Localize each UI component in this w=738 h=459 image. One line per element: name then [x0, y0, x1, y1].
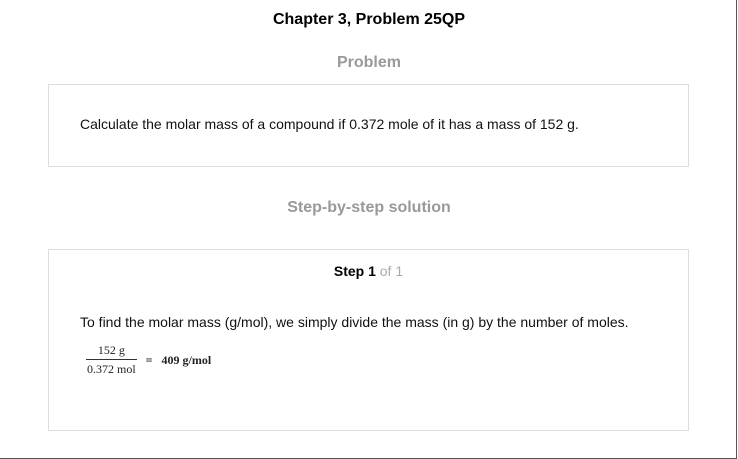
step-indicator [49, 263, 688, 279]
problem-statement: Calculate the molar mass of a compound if 0.372 mole of it has a mass of 152 g. [80, 116, 579, 132]
step-explanation: To find the molar mass (g/mol), we simply divide the mass (in g) by the number of moles. [80, 314, 629, 330]
equals-sign: = [145, 352, 153, 367]
fraction-denominator: 0.372 mol [87, 362, 136, 376]
fraction-numerator: 152 g [86, 343, 137, 360]
solution-heading: Step-by-step solution [287, 199, 451, 216]
step-number: Step 1 [333, 263, 376, 279]
problem-card [48, 84, 689, 167]
step-total: of 1 [379, 263, 404, 279]
molar-mass-equation [86, 343, 211, 377]
problem-heading: Problem [336, 54, 401, 71]
fraction [86, 343, 137, 377]
solution-card [48, 249, 689, 431]
chapter-title: Chapter 3, Problem 25QP [272, 11, 466, 28]
equation-result: 409 g/mol [161, 352, 212, 367]
